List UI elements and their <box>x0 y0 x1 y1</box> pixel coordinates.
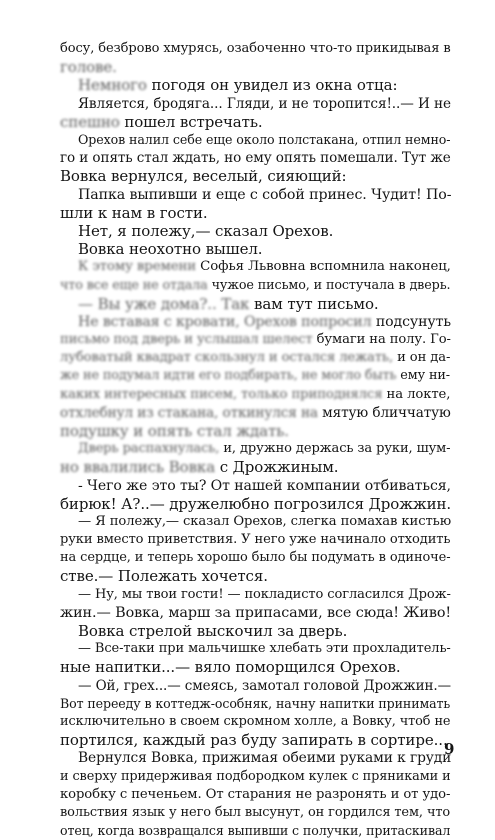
text-line <box>60 331 456 349</box>
text-segment: Папка выпивши и еще с собой принес. Чудит! По- <box>78 186 452 203</box>
text-segment: Вовка неохотно вышел. <box>78 240 263 259</box>
blurred-text-segment: отхлебнул из стакана, откинулся на <box>60 404 318 421</box>
text-line <box>60 295 456 313</box>
text-segment: отец, когда возвращался выпивши с получки, притаскивал <box>60 823 451 839</box>
text-segment: шли к нам в гости. <box>60 203 208 222</box>
text-line <box>60 786 456 804</box>
text-line <box>60 386 456 404</box>
blurred-text-segment: каких интересных писем, только приподнялся <box>60 386 383 402</box>
text-line <box>60 58 456 76</box>
blurred-text-segment: — Вы уже дома?.. Так <box>78 294 250 313</box>
blurred-text-segment: что все еще не отдала <box>60 277 208 293</box>
text-segment: вам тут письмо. <box>249 294 379 313</box>
text-line <box>60 477 456 495</box>
text-segment: жин.— Вовка, марш за припасами, все сюда! Живо! <box>60 604 452 621</box>
text-line <box>60 367 456 385</box>
text-segment: и он да- <box>393 350 451 366</box>
text-segment: Вовка стрелой выскочил за дверь. <box>78 622 348 640</box>
text-segment: погодя он увидел из окна отца: <box>146 76 398 95</box>
text-line <box>60 640 456 658</box>
text-segment: руки вместо приветствия. У него уже начинало отходить <box>60 532 451 548</box>
text-segment: портился, каждый раз буду запирать в сортире... <box>60 731 448 750</box>
text-line <box>60 404 456 422</box>
text-segment: Вернулся Вовка, прижимая обеими руками к груди <box>78 750 452 767</box>
text-segment: босу, безброво хмурясь, озабоченно что-то прикидывая в <box>60 41 451 56</box>
text-segment: — Все-таки при мальчишке хлебать эти прохладитель- <box>78 641 451 657</box>
text-line <box>60 531 456 549</box>
blurred-text-segment: Дверь распахнулась, <box>78 441 220 457</box>
text-segment: вольствия язык у него был высунут, он гордился тем, что <box>60 804 451 820</box>
text-segment: коробку с печеньем. От старания не разронять и от удо- <box>60 786 451 802</box>
text-line <box>60 549 456 567</box>
text-segment: и сверху придерживая подбородком кулек с пряниками и <box>60 768 451 784</box>
text-line <box>60 677 456 695</box>
text-line <box>60 567 456 585</box>
text-line <box>60 131 456 149</box>
page-body-text <box>60 40 456 840</box>
text-segment: бумаги на полу. Го- <box>312 332 451 347</box>
text-segment: - Чего же это ты? От нашей компании отбиваться, <box>78 477 451 494</box>
text-segment: го и опять стал ждать, но ему опять помешали. Тут же <box>60 150 451 167</box>
page-number: 9 <box>444 740 455 758</box>
text-segment: — Ну, мы твои гости! — покладисто согласился Дрож- <box>78 586 451 602</box>
text-line <box>60 149 456 167</box>
blurred-text-segment: спешно <box>60 112 120 131</box>
text-segment: чужое письмо, и постучала в дверь. <box>207 277 451 293</box>
text-segment: ные напитки...— вяло поморщился Орехов. <box>60 658 401 677</box>
text-segment: на локте, <box>382 386 451 402</box>
text-line <box>60 204 456 222</box>
text-line <box>60 349 456 367</box>
text-line <box>60 586 456 604</box>
blurred-text-segment: же не подумал идти его подбирать, не могло быть <box>60 368 397 384</box>
text-line <box>60 713 456 731</box>
blurred-text-segment: подушку и опять стал ждать. <box>60 421 289 440</box>
text-line <box>60 749 456 767</box>
text-line <box>60 113 456 131</box>
text-line <box>60 458 456 476</box>
text-line <box>60 95 456 113</box>
text-line <box>60 76 456 94</box>
text-line <box>60 768 456 786</box>
text-segment: стве.— Полежать хочется. <box>60 567 268 586</box>
blurred-text-segment: но ввалились Вовка <box>60 458 216 477</box>
text-segment: ему ни- <box>396 368 450 384</box>
text-line <box>60 276 456 294</box>
blurred-text-segment: Не вставая с кровати, Орехов попросил <box>78 313 372 330</box>
text-line <box>60 622 456 640</box>
text-segment: Нет, я полежу,— сказал Орехов. <box>78 221 334 240</box>
text-line <box>60 422 456 440</box>
text-line <box>60 495 456 513</box>
text-segment: — Ой, грех...— смеясь, замотал головой Дрожжин.— <box>78 677 451 694</box>
text-segment: бирюк! А?..— дружелюбно погрозился Дрожжин. <box>60 494 452 513</box>
text-line <box>60 313 456 331</box>
text-line <box>60 695 456 713</box>
text-line <box>60 258 456 276</box>
text-segment: Орехов налил себе еще около полстакана, отпил немно- <box>78 131 451 147</box>
text-segment: на сердце, и теперь хорошо было бы подумать в одиноче- <box>60 550 451 566</box>
text-line <box>60 604 456 622</box>
text-line <box>60 440 456 458</box>
text-line <box>60 40 456 58</box>
text-line <box>60 731 456 749</box>
text-segment: и, дружно держась за руки, шум- <box>219 441 451 457</box>
text-segment: Софья Львовна вспомнила наконец, <box>196 259 451 275</box>
blurred-text-segment: лубоватый квадрат скользнул и остался лежать, <box>60 350 394 366</box>
text-line <box>60 167 456 185</box>
blurred-text-segment: К этому времени <box>78 259 197 275</box>
text-line <box>60 804 456 822</box>
text-segment: Вовка вернулся, веселый, сияющий: <box>60 167 347 186</box>
text-segment: пошел встречать. <box>119 112 263 131</box>
text-segment: Вот перееду в коттедж-особняк, начну напитки принимать <box>60 695 451 711</box>
text-segment: Является, бродяга... Гляди, и не торопится!..— И не <box>78 95 451 112</box>
text-line <box>60 186 456 204</box>
text-line <box>60 513 456 531</box>
blurred-text-segment: голове. <box>60 58 117 77</box>
blurred-text-segment: письмо под дверь и услышал шелест <box>60 332 313 347</box>
text-line <box>60 240 456 258</box>
text-segment: с Дрожжиным. <box>215 458 339 477</box>
blurred-text-segment: Немного <box>78 76 147 95</box>
text-line <box>60 222 456 240</box>
text-segment: — Я полежу,— сказал Орехов, слегка помахав кистью <box>78 513 452 529</box>
text-segment: подсунуть <box>371 313 451 330</box>
text-segment: исключительно в своем скромном холле, а Вовку, чтоб не <box>60 713 451 729</box>
text-segment: мятую бличчатую <box>317 404 451 421</box>
text-line <box>60 822 456 840</box>
text-line <box>60 658 456 676</box>
